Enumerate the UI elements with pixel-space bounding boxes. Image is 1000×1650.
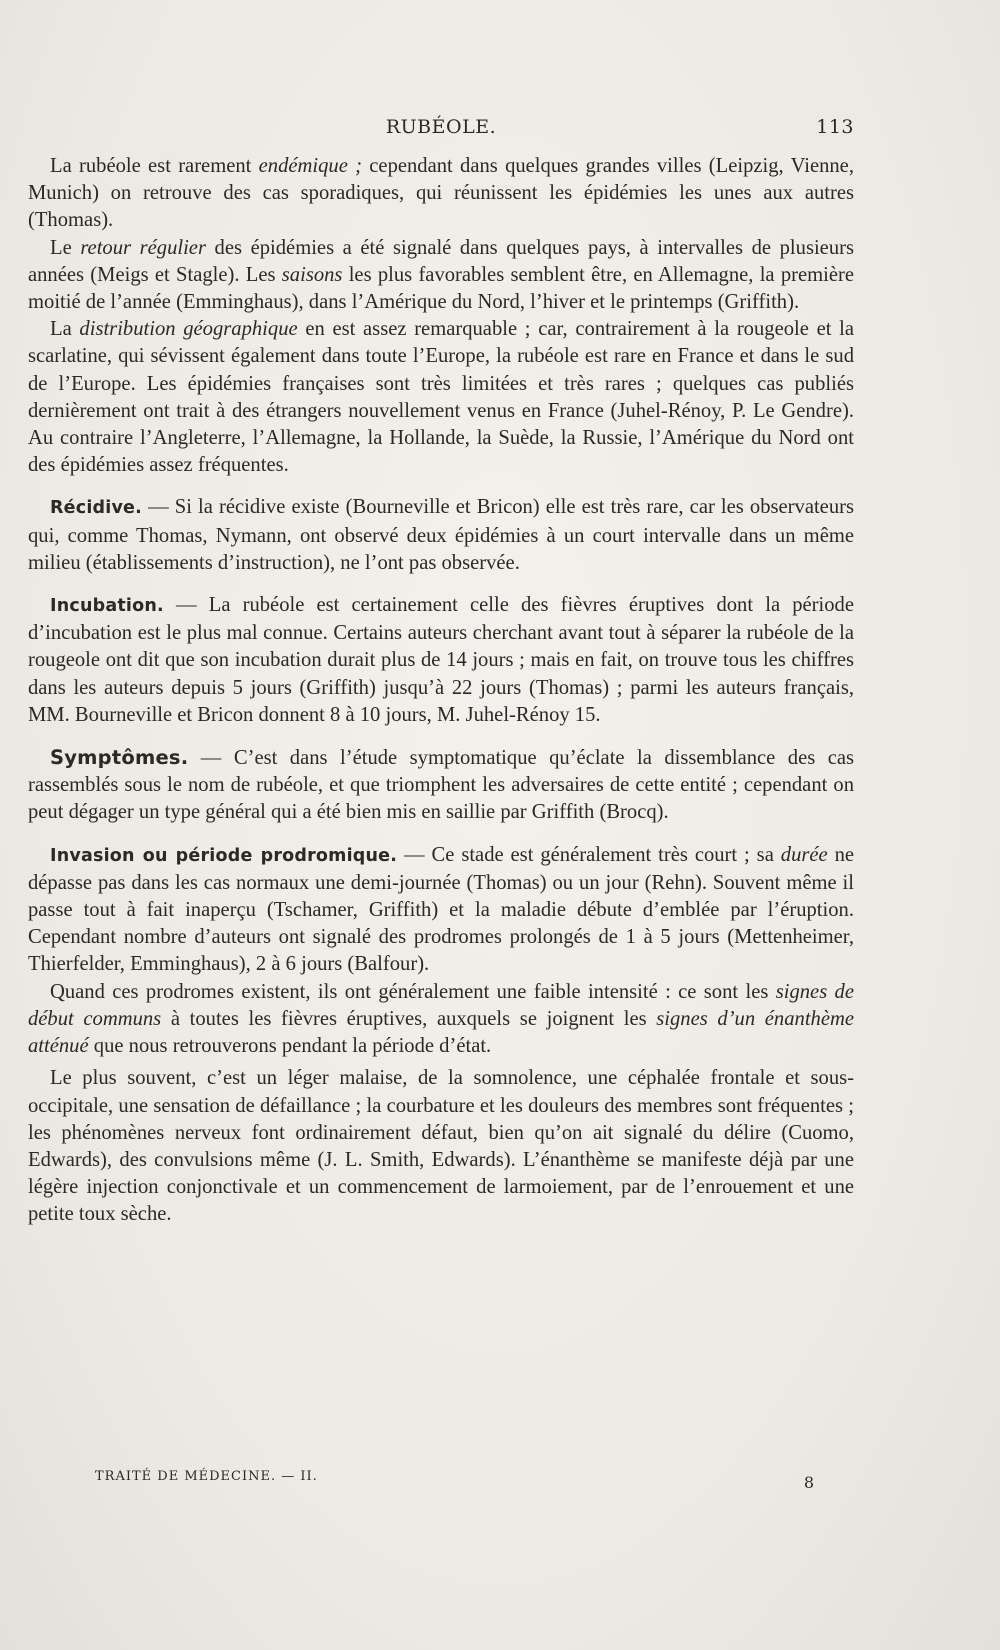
emphasis-text: signes d’un énanthème atténué <box>28 1007 854 1058</box>
text-run: Quand ces prodromes existent, ils ont généralement une faible intensité : ce sont les <box>50 980 776 1003</box>
section-heading: Récidive. <box>50 498 142 519</box>
text-run: Le plus souvent, c’est un léger malaise, de la somnolence, une céphalée frontale et sous-occipitale, une sensation de défaillance ; la courbature et les douleurs des membres sont fréquentes ; les phénomènes nerveux font ordinairement défaut, bien qu’on ait signalé du délire (Cuomo, Edwards), des convulsions même (J. L. Smith, Edwards). L’énanthème se manifeste déjà par une légère injection conjonctivale et un commencement de larmoiement, par de l’enrouement et une petite toux sèche. <box>28 1067 854 1226</box>
text-run: les plus favorables semblent être, en Allemagne, la première moitié de l’année (Emminghaus), dans l’Amérique du Nord, l’hiver et le printemps (Griffith). <box>28 263 854 314</box>
running-title: RUBÉOLE. <box>385 116 497 138</box>
text-run: — Ce stade est généralement très court ; sa <box>397 843 781 866</box>
section-heading: Symptômes. <box>50 746 189 770</box>
text-run: en est assez remarquable ; car, contrairement à la rougeole et la scarlatine, qui sévissent également dans toute l’Europe, la rubéole est rare en France et dans le sud de l’Europe. Les épidémies françaises sont très limitées et très rares ; quelques cas publiés dernièrement ont trait à des étrangers nouvellement venus en France (Juhel-Rénoy, P. Le Gendre). Au contraire l’Angleterre, l’Allemagne, la Hollande, la Suède, la Russie, l’Amérique du Nord ont des épidémies assez fréquentes. <box>28 318 854 477</box>
paragraph <box>28 744 854 827</box>
text-run: ne dépasse pas dans les cas normaux une demi-journée (Thomas) ou un jour (Rehn). Souvent même il passe tout à fait inaperçu (Tschamer, Griffith) et la maladie débute d’emblée par l’éruption. Cependant nombre d’auteurs ont signalé des prodromes prolongés de 1 à 5 jours (Mettenheimer, Thierfelder, Emminghaus), 2 à 6 jours (Balfour). <box>28 843 855 976</box>
section-heading: Incubation. <box>50 596 164 617</box>
text-run: — Si la récidive existe (Bourneville et Bricon) elle est très rare, car les observateurs qui, comme Thomas, Nymann, ont observé deux épidémies à un court intervalle dans un même milieu (établissements d’instruction), ne l’ont pas observée. <box>28 496 854 574</box>
paragraph <box>28 1065 854 1228</box>
page-footer <box>95 1467 815 1491</box>
footer-title: TRAITÉ DE MÉDECINE. — II. <box>95 1469 318 1484</box>
paragraph <box>28 592 854 729</box>
text-run: La rubéole est rarement <box>50 155 259 177</box>
signature-mark: 8 <box>803 1473 815 1492</box>
text-run: que nous retrouverons pendant la période d’état. <box>88 1035 492 1058</box>
paragraph <box>28 494 854 577</box>
paragraph <box>28 153 854 235</box>
text-run: à toutes les fièvres éruptives, auxquels se joignent les <box>161 1007 657 1030</box>
text-run: Le <box>50 236 81 259</box>
emphasis-text: endémique ; <box>258 155 362 177</box>
section-heading: Invasion ou période prodromique. <box>50 845 398 866</box>
page-header <box>28 116 854 146</box>
emphasis-text: durée <box>780 843 828 866</box>
paragraph <box>28 235 854 317</box>
text-run: — La rubéole est certainement celle des fièvres éruptives dont la période d’incubation est le plus mal connue. Certains auteurs cherchant avant tout à séparer la rubéole de la rougeole ont dit que son incubation durait plus de 14 jours ; mais en fait, on trouve tous les chiffres dans les auteurs depuis 5 jours (Griffith) jusqu’à 22 jours (Thomas) ; parmi les auteurs français, MM. Bourneville et Bricon donnent 8 à 10 jours, M. Juhel-Rénoy 15. <box>28 594 854 726</box>
paragraph <box>28 979 854 1061</box>
emphasis-text: saisons <box>281 263 343 286</box>
emphasis-text: retour régulier <box>80 236 206 259</box>
emphasis-text: distribution géographique <box>79 318 298 341</box>
body-text <box>28 153 854 1229</box>
paragraph <box>28 316 854 479</box>
page-number: 113 <box>816 116 854 138</box>
paragraph <box>28 842 854 979</box>
text-run: La <box>50 318 80 341</box>
text-run: des épidémies a été signalé dans quelques pays, à intervalles de plusieurs années (Meigs et Stagle). Les <box>28 236 854 286</box>
text-run: cependant dans quelques grandes villes (Leipzig, Vienne, Munich) on retrouve des cas sporadiques, qui réunissent les épidémies les unes aux autres (Thomas). <box>28 155 854 232</box>
emphasis-text: signes de début communs <box>28 980 854 1030</box>
text-run: — C’est dans l’étude symptomatique qu’éclate la dissemblance des cas rassemblés sous le nom de rubéole, et que triomphent les adversaires de cette entité ; cependant on peut dégager un type général qui a été bien mis en saillie par Griffith (Brocq). <box>28 747 854 824</box>
